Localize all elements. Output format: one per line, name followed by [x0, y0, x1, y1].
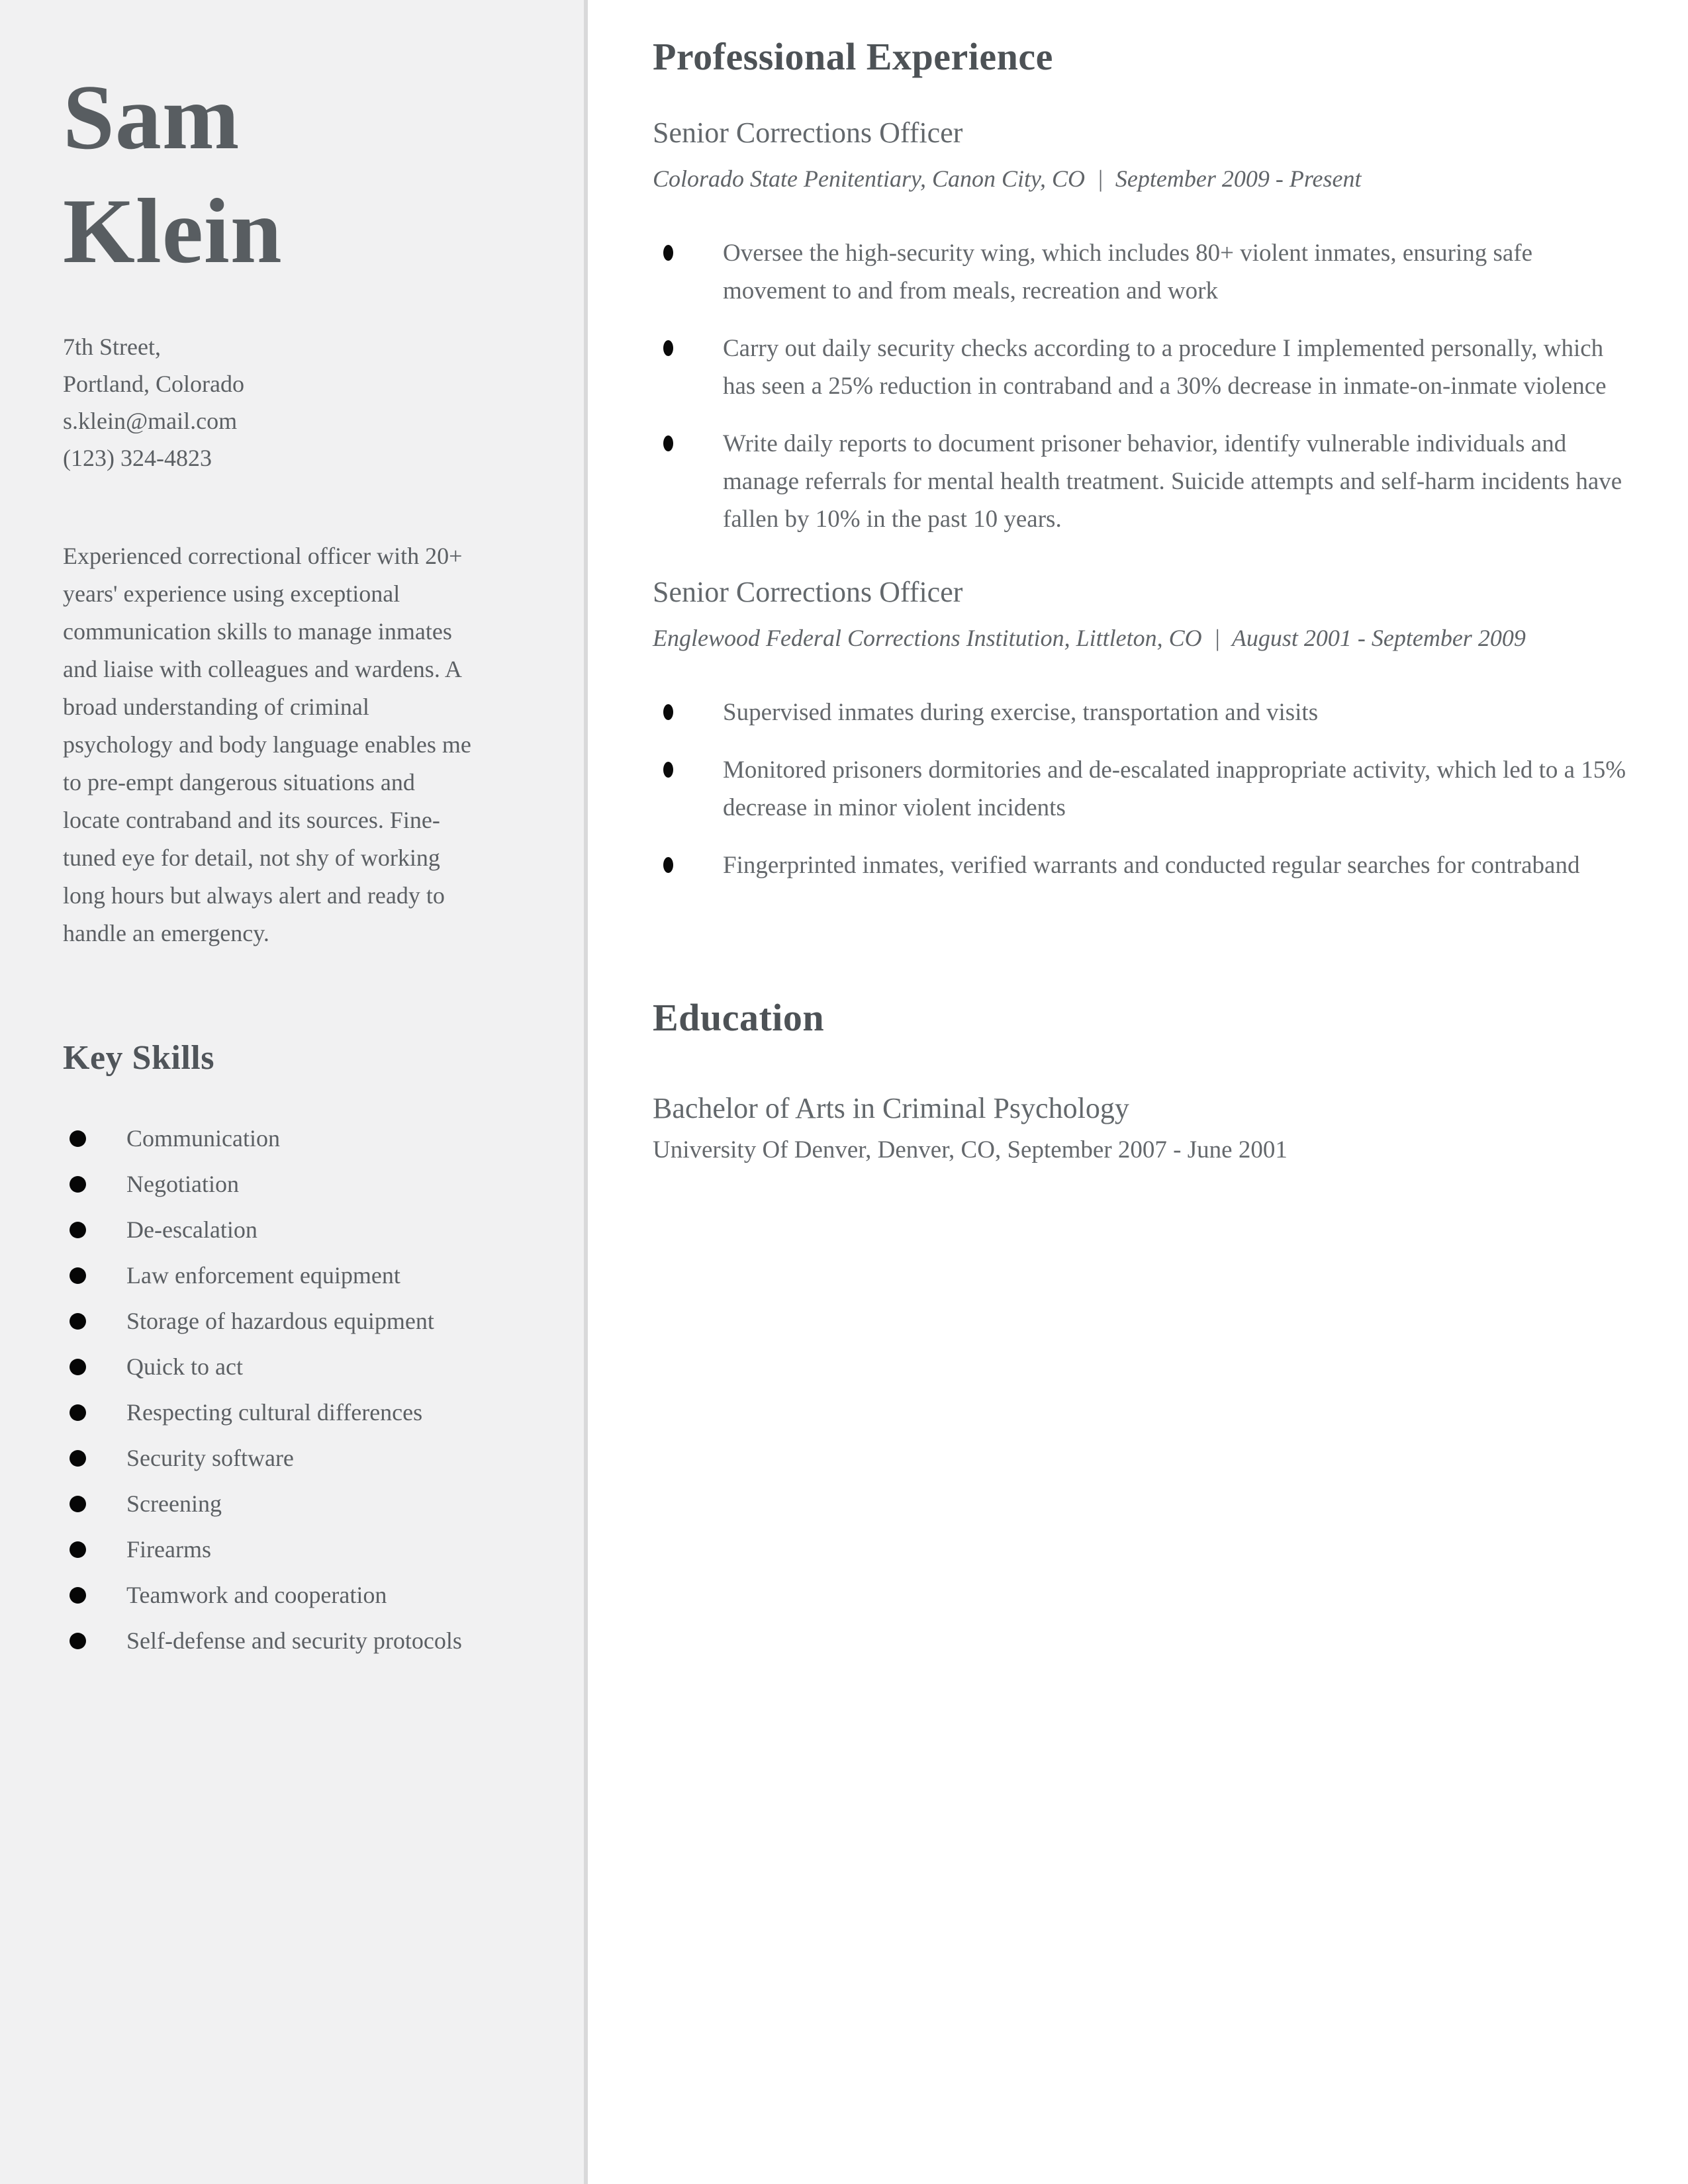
job-bullet-list	[653, 234, 1628, 538]
main-column	[592, 0, 1688, 2184]
address-line-2: Portland, Colorado	[63, 371, 244, 397]
bullet-icon	[70, 1267, 86, 1284]
job-bullet: Write daily reports to document prisoner behavior, identify vulnerable individuals and manage referrals for mental health treatment. Suicide attempts and self-harm incidents have fallen by 10% in the past 10 years.	[653, 425, 1628, 538]
key-skills-heading: Key Skills	[63, 1039, 214, 1077]
bullet-icon	[70, 1496, 86, 1512]
job-bullet: Oversee the high-security wing, which includes 80+ violent inmates, ensuring safe movement to and from meals, recreation and work	[653, 234, 1628, 310]
education-degree: Bachelor of Arts in Criminal Psychology	[653, 1092, 1129, 1124]
address-line-1: 7th Street,	[63, 334, 161, 360]
bullet-icon	[663, 762, 673, 778]
job-bullet: Supervised inmates during exercise, transportation and visits	[653, 694, 1628, 731]
skills-list	[63, 1126, 511, 1653]
job-meta: Colorado State Penitentiary, Canon City, CO | September 2009 - Present	[653, 165, 1362, 192]
contact-block	[63, 328, 511, 477]
skill-item: Screening	[63, 1492, 511, 1516]
skill-item: Self-defense and security protocols	[63, 1629, 511, 1653]
skill-item: Storage of hazardous equipment	[63, 1309, 511, 1334]
education-school: University Of Denver, Denver, CO, September 2007 - June 2001	[653, 1136, 1288, 1163]
skill-item: Security software	[63, 1446, 511, 1471]
bullet-icon	[70, 1587, 86, 1604]
skill-item: De-escalation	[63, 1218, 511, 1242]
bullet-icon	[663, 704, 673, 720]
job-meta: Englewood Federal Corrections Institution, Littleton, CO | August 2001 - September 2009	[653, 625, 1526, 651]
bullet-icon	[70, 1633, 86, 1649]
skill-item: Teamwork and cooperation	[63, 1583, 511, 1608]
skill-item: Law enforcement equipment	[63, 1263, 511, 1288]
job-entry	[653, 116, 1628, 538]
job-bullet-list	[653, 694, 1628, 884]
experience-section-heading: Professional Experience	[653, 35, 1053, 78]
skill-item: Communication	[63, 1126, 511, 1151]
job-role: Senior Corrections Officer	[653, 116, 963, 149]
skill-item: Respecting cultural differences	[63, 1400, 511, 1425]
phone-text: (123) 324-4823	[63, 445, 212, 471]
job-bullet: Carry out daily security checks according to a procedure I implemented personally, which has seen a 25% reduction in contraband and a 30% decrease in inmate-on-inmate violence	[653, 330, 1628, 405]
bullet-icon	[70, 1313, 86, 1330]
bullet-icon	[70, 1404, 86, 1421]
job-bullet: Fingerprinted inmates, verified warrants and conducted regular searches for contraband	[653, 846, 1628, 884]
bullet-icon	[663, 435, 673, 451]
job-bullet: Monitored prisoners dormitories and de-escalated inappropriate activity, which led to a 15% decrease in minor violent incidents	[653, 751, 1628, 827]
bullet-icon	[70, 1222, 86, 1238]
sidebar	[0, 0, 588, 2184]
bullet-icon	[70, 1130, 86, 1147]
bullet-icon	[663, 857, 673, 873]
last-name: Klein	[63, 180, 283, 283]
job-role: Senior Corrections Officer	[653, 576, 963, 608]
education-section	[653, 995, 1628, 1164]
bullet-icon	[70, 1176, 86, 1193]
bullet-icon	[663, 340, 673, 356]
email-text: s.klein@mail.com	[63, 408, 238, 434]
bullet-icon	[70, 1450, 86, 1467]
bullet-icon	[70, 1359, 86, 1375]
professional-summary: Experienced correctional officer with 20+ years' experience using exceptional communication skills to manage inmates and liaise with colleagues and wardens. A broad understanding of criminal psychology and body language enables me to pre-empt dangerous situations and locate contraband and its sources. Fine-tuned eye for detail, not shy of working long hours but always alert and ready to handle an emergency.	[63, 543, 471, 946]
bullet-icon	[663, 245, 673, 261]
skill-item: Quick to act	[63, 1355, 511, 1379]
education-section-heading: Education	[653, 996, 825, 1039]
bullet-icon	[70, 1541, 86, 1558]
candidate-name	[63, 61, 511, 289]
first-name: Sam	[63, 66, 240, 169]
job-entry	[653, 575, 1628, 884]
skill-item: Negotiation	[63, 1172, 511, 1197]
skill-item: Firearms	[63, 1537, 511, 1562]
